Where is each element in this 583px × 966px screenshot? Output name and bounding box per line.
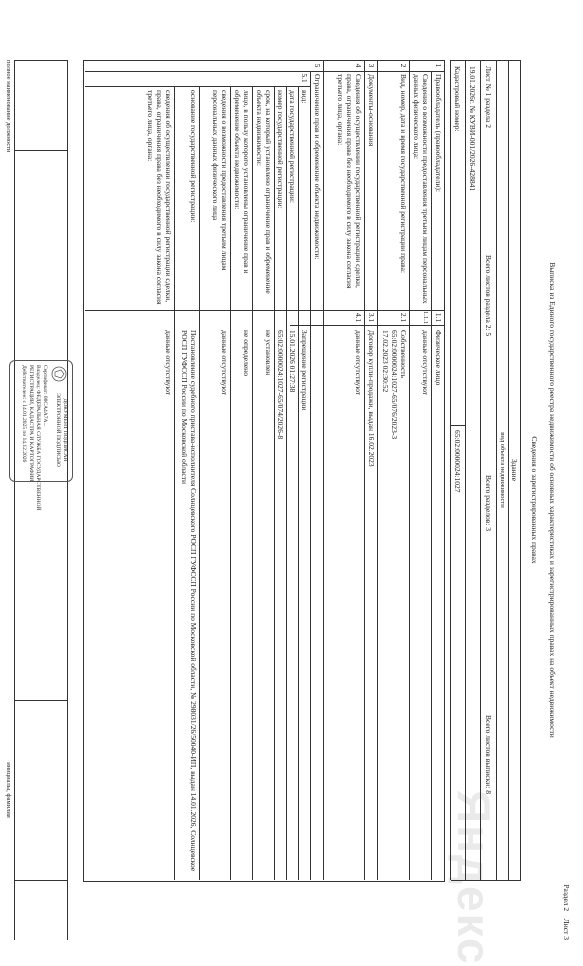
restriction-kind-label: вид: [300, 90, 309, 104]
object-kind-caption: вид объекта недвижимости [499, 432, 506, 508]
row-3-num: 3 [367, 63, 376, 68]
personal-data-value: данные отсутствуют [220, 330, 229, 396]
row-1-label: Правообладатель (правообладатели): [434, 74, 443, 192]
row-1-num: 1 [434, 63, 443, 68]
transaction-consent-value: данные отсутствуют [164, 330, 173, 396]
beneficiary-value: не определено [242, 330, 251, 376]
restriction-term-label: срок, на который установлено ограничение прав и обременение объекта недвижимости: [255, 90, 273, 294]
row-4-num: 4 [354, 63, 363, 68]
row-3-label: Документы-основания [367, 74, 376, 147]
seal-line-6: Действителен: с 14.01.2025 по 14.12.2026 [21, 365, 27, 463]
object-kind: Здание [510, 458, 519, 482]
sheets-total: Всего листов выписки: 8 [484, 715, 493, 794]
document-subtitle: Сведения о зарегистрированных правах [530, 436, 539, 564]
personal-data-label: сведения о возможности предоставления третьим лицам персональных данных физического лица [211, 90, 229, 271]
row-1-1-value: данные отсутствуют [421, 330, 430, 396]
restriction-term-value: не установлен [264, 330, 273, 376]
section-sheets-total: Всего листов раздела 2: 5 [484, 255, 493, 337]
row-5-label: Ограничение прав и обременение объекта недвижимости: [313, 74, 322, 260]
page-info [562, 820, 571, 940]
seal-line-3: Сертификат: 00CA4A7A... [42, 365, 48, 427]
registration-date-label: дата государственной регистрации: [288, 90, 297, 203]
row-1-1-label: Сведения о возможности предоставления третьим лицам персональных данных физического лица: [412, 74, 430, 304]
registration-number-value: 65:02:0000024:1027-65/074/2026-8 [276, 330, 285, 440]
seal-line-1: ДОКУМЕНТ ПОДПИСАН [62, 398, 68, 462]
seal-line-2: ЭЛЕКТРОННОЙ ПОДПИСЬЮ [55, 393, 61, 467]
registration-basis-label: основание государственной регистрации: [189, 90, 198, 223]
section-label: Раздел 2 [562, 884, 571, 912]
row-5-num: 5 [313, 63, 322, 68]
electronic-signature-stamp [9, 360, 73, 511]
row-2-label: Вид, номер, дата и время государственной регистрации права: [399, 74, 408, 274]
row-4-label: Сведения об осуществлении государственной регистрации сделки, права, ограничения права без необходимого в силу закона согласия третьего лица, органа: [336, 74, 363, 289]
watermark: Яндекс [448, 790, 500, 966]
row-4-value: данные отсутствуют [354, 330, 363, 396]
extract-date-number: 19.01.2026г. № КУВИ-001/2026-428841 [468, 66, 477, 192]
restriction-num: 5.1 [300, 73, 309, 83]
registration-number-label: номер государственной регистрации: [276, 90, 285, 209]
beneficiary-label: лицо, в пользу которого установлены ограничение прав и обременение объекта недвижимости: [233, 90, 251, 274]
registration-date-value: 15.01.2026 01:27:38 [288, 330, 297, 393]
sheet-number: Лист № 1 раздела 2 [484, 66, 493, 128]
document-title: Выписка из Единого государственного реестра недвижимости об основных характеристиках и зарегистрированных правах на объект недвижимости [548, 262, 557, 738]
signature-caption: инициалы, фамилия [5, 762, 12, 818]
row-1-value: Физическое лицо [434, 330, 443, 386]
row-1-1-sub: 1.1.1 [422, 311, 429, 324]
sections-total: Всего разделов: 3 [484, 475, 493, 532]
transaction-consent-label: сведения об осуществлении государственной регистрации сделки, права, ограничения права без необходимого в силу закона согласия третьего лица, органа: [146, 90, 173, 305]
row-4-sub: 4.1 [354, 312, 363, 323]
registration-basis-value: Постановление судебного пристава-исполнителя Солнцевского РОСП ГУФССП России по Московской области, № 298031/26/50040-ИП, выдан 14.01.2026, Солнцевское РОСП ГУФССП России по Московской области [180, 330, 198, 872]
row-3-value: Договор купли-продажи, выдан 16.02.2023 [367, 330, 376, 467]
row-1-sub: 1.1 [434, 312, 443, 323]
seal-line-4: Владелец: ФЕДЕРАЛЬНАЯ СЛУЖБА ГОСУДАРСТВЕННОЙ [35, 365, 41, 511]
position-caption: полное наименование должности [5, 60, 12, 153]
cadastral-label: Кадастровый номер: [453, 66, 462, 132]
sheet-label: Лист 3 [562, 918, 571, 940]
restriction-kind-value: Запрещение регистрации [300, 330, 309, 411]
row-3-sub: 3.1 [367, 312, 376, 323]
seal-line-5: РЕГИСТРАЦИИ, КАДАСТРА И КАРТОГРАФИИ [28, 365, 34, 482]
row-2-sub: 2.1 [399, 312, 408, 323]
row-2-value: Собственность 65:02:0000024:1027-65/076/2023-3 17.02.2023 02:30:52 [381, 330, 408, 440]
row-2-num: 2 [399, 63, 408, 68]
cadastral-value: 65:02:0000024:1027 [453, 430, 462, 493]
